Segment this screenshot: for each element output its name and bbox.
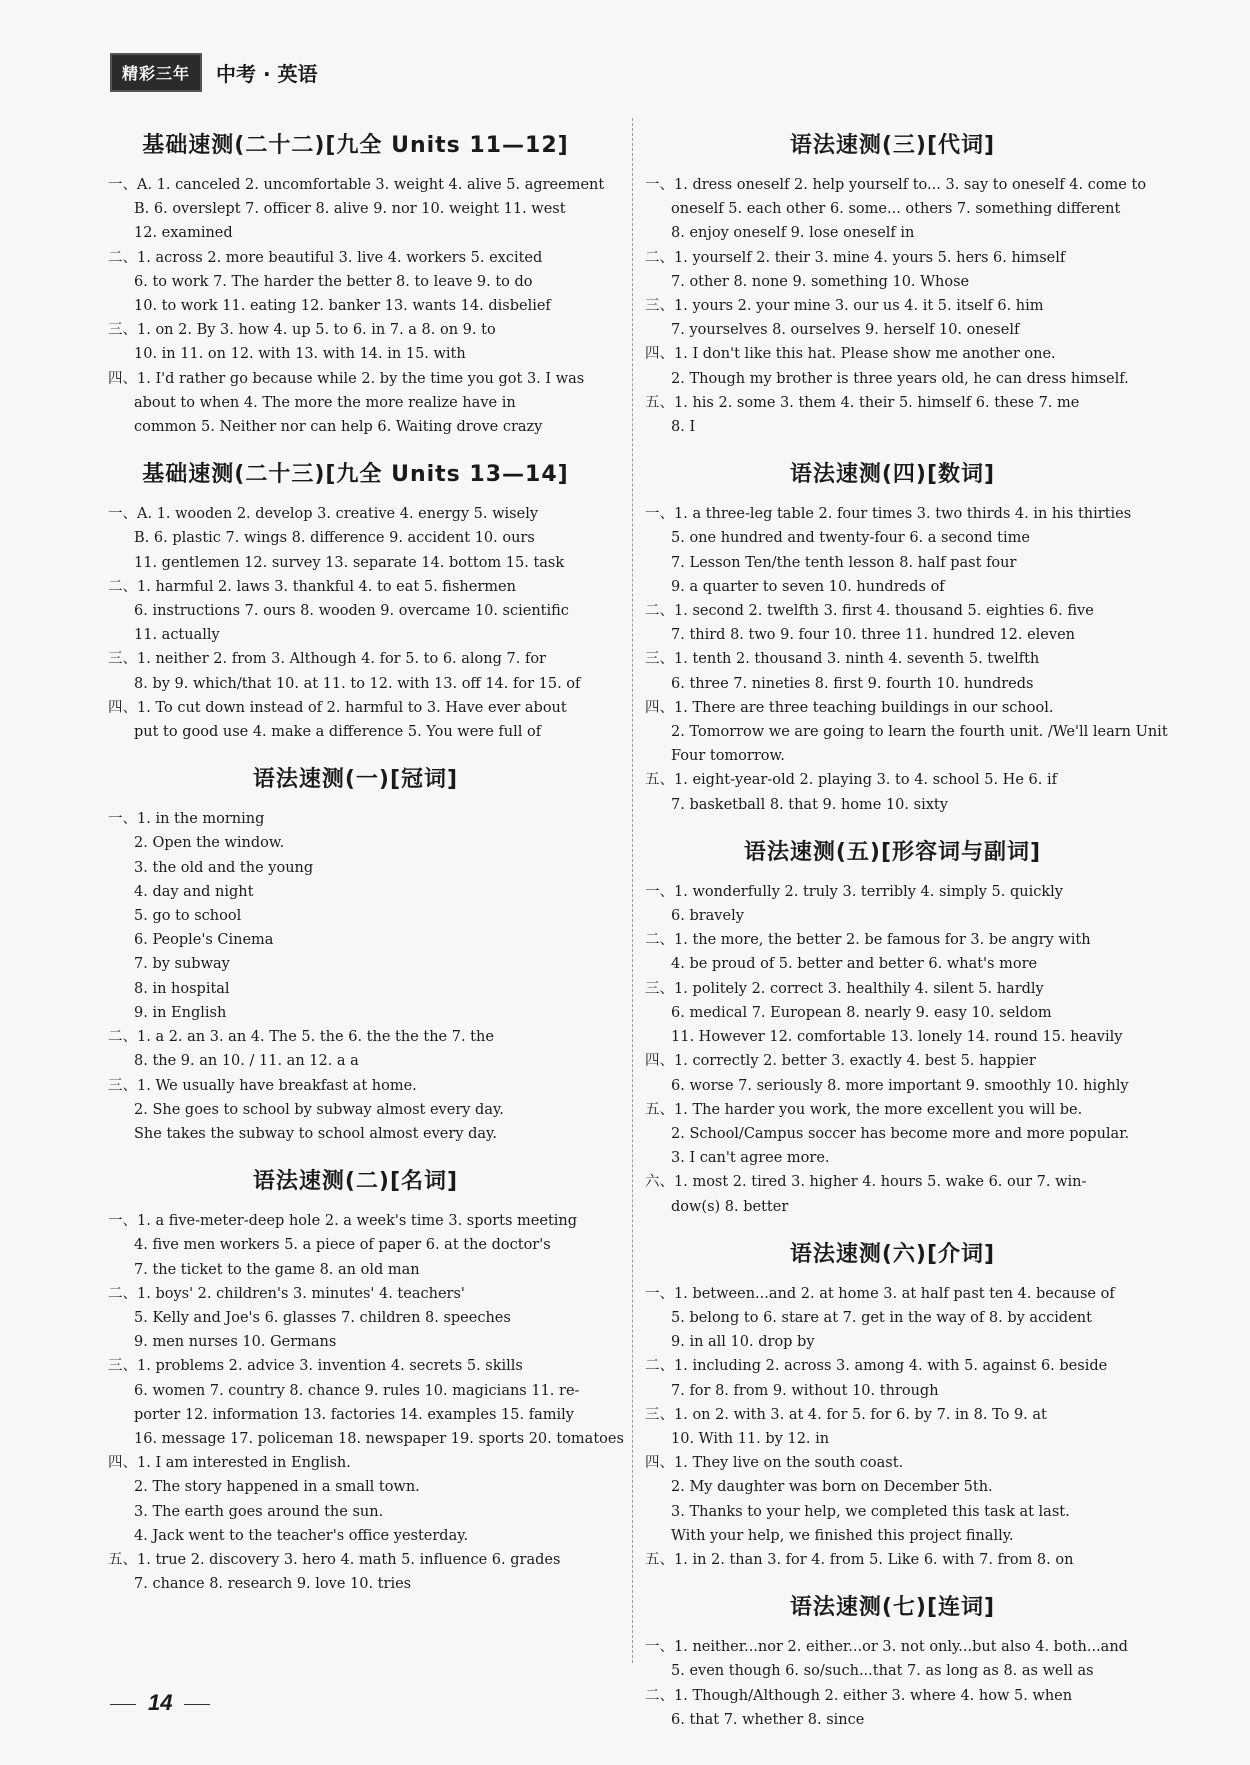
answer-line: B. 6. overslept 7. officer 8. alive 9. nor 10. weight 11. west <box>134 201 566 218</box>
answer-line: 4. day and night <box>134 883 254 900</box>
answer-line: 7. Lesson Ten/the tenth lesson 8. half past four <box>671 554 1017 571</box>
answer-line: 四、1. I'd rather go because while 2. by the time you got 3. I was <box>108 370 585 387</box>
answer-section <box>645 457 1168 817</box>
answer-line: 6. People's Cinema <box>134 932 274 949</box>
answer-line: 三、1. tenth 2. thousand 3. ninth 4. seventh 5. twelfth <box>645 651 1040 668</box>
answer-line: 8. I <box>671 419 696 436</box>
answer-line: 9. in English <box>134 1004 227 1021</box>
answer-line: 2. The story happened in a small town. <box>134 1479 420 1496</box>
answer-line: 3. the old and the young <box>134 859 314 876</box>
answer-line: 8. the 9. an 10. / 11. an 12. a a <box>134 1053 359 1070</box>
answer-line: 6. medical 7. European 8. nearly 9. easy 10. seldom <box>671 1004 1052 1021</box>
answer-line: 二、1. a 2. an 3. an 4. The 5. the 6. the the the 7. the <box>108 1029 494 1046</box>
right-column <box>645 128 1168 1750</box>
answer-line: 9. a quarter to seven 10. hundreds of <box>671 578 945 595</box>
answer-line: 9. men nurses 10. Germans <box>134 1334 337 1351</box>
section-title: 语法速测(三)[代词] <box>789 133 996 158</box>
answer-line: 2. My daughter was born on December 5th. <box>671 1479 993 1496</box>
answer-line: 7. yourselves 8. ourselves 9. herself 10. oneself <box>671 322 1020 339</box>
answer-line: 一、1. between...and 2. at home 3. at half past ten 4. because of <box>645 1285 1115 1302</box>
answer-line: 7. basketball 8. that 9. home 10. sixty <box>671 796 948 813</box>
answer-line: 四、1. There are three teaching buildings in our school. <box>645 699 1054 716</box>
answer-line: B. 6. plastic 7. wings 8. difference 9. accident 10. ours <box>134 530 535 547</box>
answer-line: 一、A. 1. wooden 2. develop 3. creative 4. energy 5. wisely <box>108 506 539 523</box>
answer-line: 四、1. I don't like this hat. Please show me another one. <box>645 346 1056 363</box>
section-title: 语法速测(七)[连词] <box>789 1595 996 1621</box>
answer-line: 8. enjoy oneself 9. lose oneself in <box>671 225 915 242</box>
answer-line: 六、1. most 2. tired 3. higher 4. hours 5. wake 6. our 7. win- <box>645 1174 1087 1191</box>
answer-line: oneself 5. each other 6. some... others 7. something different <box>671 201 1121 218</box>
answer-line: 3. Thanks to your help, we completed this task at last. <box>671 1503 1070 1520</box>
section-title: 基础速测(二十二)[九全 Units 11—12] <box>142 133 569 158</box>
answer-line: 6. to work 7. The harder the better 8. to leave 9. to do <box>134 273 533 290</box>
answer-line: 一、1. a three-leg table 2. four times 3. two thirds 4. in his thirties <box>645 506 1132 523</box>
answer-line: 一、1. a five-meter-deep hole 2. a week's time 3. sports meeting <box>108 1213 578 1230</box>
answer-line: 8. by 9. which/that 10. at 11. to 12. with 13. off 14. for 15. of <box>134 675 581 692</box>
answer-line: 2. Tomorrow we are going to learn the fourth unit. /We'll learn Unit <box>671 724 1168 741</box>
section-title: 基础速测(二十三)[九全 Units 13—14] <box>142 462 569 488</box>
answer-section <box>645 1590 1140 1732</box>
answer-line: common 5. Neither nor can help 6. Waiting drove crazy <box>134 419 543 436</box>
answer-line: 6. worse 7. seriously 8. more important 9. smoothly 10. highly <box>671 1077 1129 1094</box>
answer-line: 二、1. across 2. more beautiful 3. live 4. workers 5. excited <box>108 249 543 266</box>
answer-line: 11. gentlemen 12. survey 13. separate 14. bottom 15. task <box>134 554 565 571</box>
answer-line: 7. other 8. none 9. something 10. Whose <box>671 273 970 290</box>
answer-line: 2. Though my brother is three years old, he can dress himself. <box>671 370 1129 387</box>
answer-line: 一、1. in the morning <box>108 811 265 828</box>
answer-line: 3. The earth goes around the sun. <box>134 1503 384 1520</box>
answer-line: 2. School/Campus soccer has become more and more popular. <box>671 1125 1130 1142</box>
answer-line: 2. She goes to school by subway almost every day. <box>134 1101 504 1118</box>
answer-line: 16. message 17. policeman 18. newspaper 19. sports 20. tomatoes <box>134 1430 624 1447</box>
answer-line: 四、1. They live on the south coast. <box>645 1455 904 1472</box>
answer-line: 2. Open the window. <box>134 835 285 852</box>
answer-line: 9. in all 10. drop by <box>671 1334 815 1351</box>
answer-section <box>108 128 603 439</box>
answer-line: With your help, we finished this project finally. <box>671 1527 1014 1544</box>
answer-line: 二、1. second 2. twelfth 3. first 4. thousand 5. eighties 6. five <box>645 603 1094 620</box>
answer-section <box>645 1237 1140 1572</box>
brand-logo: 精彩三年 <box>110 53 202 92</box>
page-header <box>110 52 318 92</box>
column-divider <box>632 118 633 1663</box>
answer-line: 5. belong to 6. stare at 7. get in the way of 8. by accident <box>671 1309 1092 1326</box>
answer-line: 三、1. We usually have breakfast at home. <box>108 1077 417 1094</box>
answer-line: 一、1. wonderfully 2. truly 3. terribly 4. simply 5. quickly <box>645 883 1063 900</box>
answer-line: 五、1. eight-year-old 2. playing 3. to 4. school 5. He 6. if <box>645 772 1057 789</box>
answer-line: 二、1. harmful 2. laws 3. thankful 4. to eat 5. fishermen <box>108 578 516 595</box>
answer-line: 5. go to school <box>134 908 242 925</box>
answer-line: 6. bravely <box>671 908 744 925</box>
answer-line: porter 12. information 13. factories 14. examples 15. family <box>134 1406 574 1423</box>
answer-line: 五、1. The harder you work, the more excellent you will be. <box>645 1101 1083 1118</box>
left-column <box>108 128 624 1614</box>
answer-line: 11. actually <box>134 627 220 644</box>
subject-title: 中考 · 英语 <box>216 61 318 86</box>
answer-line: 5. one hundred and twenty-four 6. a second time <box>671 530 1030 547</box>
answer-line: 一、A. 1. canceled 2. uncomfortable 3. weight 4. alive 5. agreement <box>108 177 605 193</box>
answer-line: 二、1. yourself 2. their 3. mine 4. yours 5. hers 6. himself <box>645 249 1066 266</box>
answer-line: 四、1. correctly 2. better 3. exactly 4. best 5. happier <box>645 1053 1036 1070</box>
answer-line: 6. that 7. whether 8. since <box>671 1711 865 1728</box>
section-title: 语法速测(二)[名词] <box>252 1169 459 1195</box>
answer-line: dow(s) 8. better <box>671 1198 789 1215</box>
answer-line: 6. women 7. country 8. chance 9. rules 10. magicians 11. re- <box>134 1382 580 1399</box>
answer-line: 五、1. true 2. discovery 3. hero 4. math 5. influence 6. grades <box>108 1551 561 1568</box>
answer-line: 三、1. politely 2. correct 3. healthily 4. silent 5. hardly <box>645 980 1044 997</box>
answer-section <box>108 1164 624 1596</box>
answer-line: 10. in 11. on 12. with 13. with 14. in 15. with <box>134 346 466 363</box>
answer-line: 二、1. including 2. across 3. among 4. with 5. against 6. beside <box>645 1358 1108 1375</box>
answer-line: 6. three 7. nineties 8. first 9. fourth 10. hundreds <box>671 675 1034 692</box>
answer-line: 7. by subway <box>134 956 230 973</box>
answer-line: 三、1. neither 2. from 3. Although 4. for 5. to 6. along 7. for <box>108 651 546 668</box>
answer-line: 5. even though 6. so/such...that 7. as long as 8. as well as <box>671 1663 1094 1680</box>
answer-line: 4. Jack went to the teacher's office yesterday. <box>134 1527 469 1544</box>
answer-line: 一、1. neither...nor 2. either...or 3. not only...but also 4. both...and <box>645 1639 1128 1656</box>
answer-line: 10. to work 11. eating 12. banker 13. wants 14. disbelief <box>134 298 551 315</box>
answer-line: 7. the ticket to the game 8. an old man <box>134 1261 420 1278</box>
answer-line: 11. However 12. comfortable 13. lonely 14. round 15. heavily <box>671 1029 1123 1046</box>
answer-section <box>108 457 603 744</box>
section-title: 语法速测(一)[冠词] <box>252 767 459 793</box>
section-title: 语法速测(六)[介词] <box>789 1241 996 1267</box>
answer-line: 7. for 8. from 9. without 10. through <box>671 1382 939 1399</box>
answer-line: 三、1. problems 2. advice 3. invention 4. secrets 5. skills <box>108 1358 523 1375</box>
answer-line: 五、1. in 2. than 3. for 4. from 5. Like 6. with 7. from 8. on <box>645 1551 1074 1568</box>
answer-line: 4. be proud of 5. better and better 6. what's more <box>671 956 1038 973</box>
answer-line: put to good use 4. make a difference 5. You were full of <box>134 724 542 741</box>
answer-line: 二、1. boys' 2. children's 3. minutes' 4. teachers' <box>108 1285 465 1302</box>
answer-line: She takes the subway to school almost every day. <box>134 1125 497 1142</box>
page-number: 14 <box>110 1690 210 1716</box>
answer-line: 10. With 11. by 12. in <box>671 1430 830 1447</box>
answer-line: 8. in hospital <box>134 980 230 997</box>
answer-section <box>108 762 603 1146</box>
answer-line: 二、1. the more, the better 2. be famous for 3. be angry with <box>645 932 1091 949</box>
answer-line: 5. Kelly and Joe's 6. glasses 7. children 8. speeches <box>134 1309 511 1326</box>
section-title: 语法速测(五)[形容词与副词] <box>743 839 1042 865</box>
answer-line: about to when 4. The more the more realize have in <box>134 394 516 411</box>
answer-line: Four tomorrow. <box>671 748 785 765</box>
answer-section <box>645 128 1147 439</box>
answer-line: 四、1. I am interested in English. <box>108 1455 351 1472</box>
answer-line: 三、1. on 2. with 3. at 4. for 5. for 6. by 7. in 8. To 9. at <box>645 1406 1047 1423</box>
answer-line: 三、1. yours 2. your mine 3. our us 4. it 5. itself 6. him <box>645 298 1044 315</box>
answer-line: 4. five men workers 5. a piece of paper 6. at the doctor's <box>134 1237 551 1254</box>
answer-line: 二、1. Though/Although 2. either 3. where 4. how 5. when <box>645 1687 1073 1704</box>
answer-line: 3. I can't agree more. <box>671 1150 830 1167</box>
answer-line: 五、1. his 2. some 3. them 4. their 5. himself 6. these 7. me <box>645 394 1080 411</box>
answer-line: 7. third 8. two 9. four 10. three 11. hundred 12. eleven <box>671 627 1075 644</box>
answer-line: 7. chance 8. research 9. love 10. tries <box>134 1576 412 1593</box>
section-title: 语法速测(四)[数词] <box>789 462 996 488</box>
answer-line: 三、1. on 2. By 3. how 4. up 5. to 6. in 7. a 8. on 9. to <box>108 322 496 339</box>
answer-line: 四、1. To cut down instead of 2. harmful to 3. Have ever about <box>108 699 567 716</box>
answer-line: 12. examined <box>134 225 233 242</box>
answer-line: 一、1. dress oneself 2. help yourself to... 3. say to oneself 4. come to <box>645 177 1147 193</box>
answer-line: 6. instructions 7. ours 8. wooden 9. overcame 10. scientific <box>134 603 569 620</box>
answer-section <box>645 835 1140 1219</box>
